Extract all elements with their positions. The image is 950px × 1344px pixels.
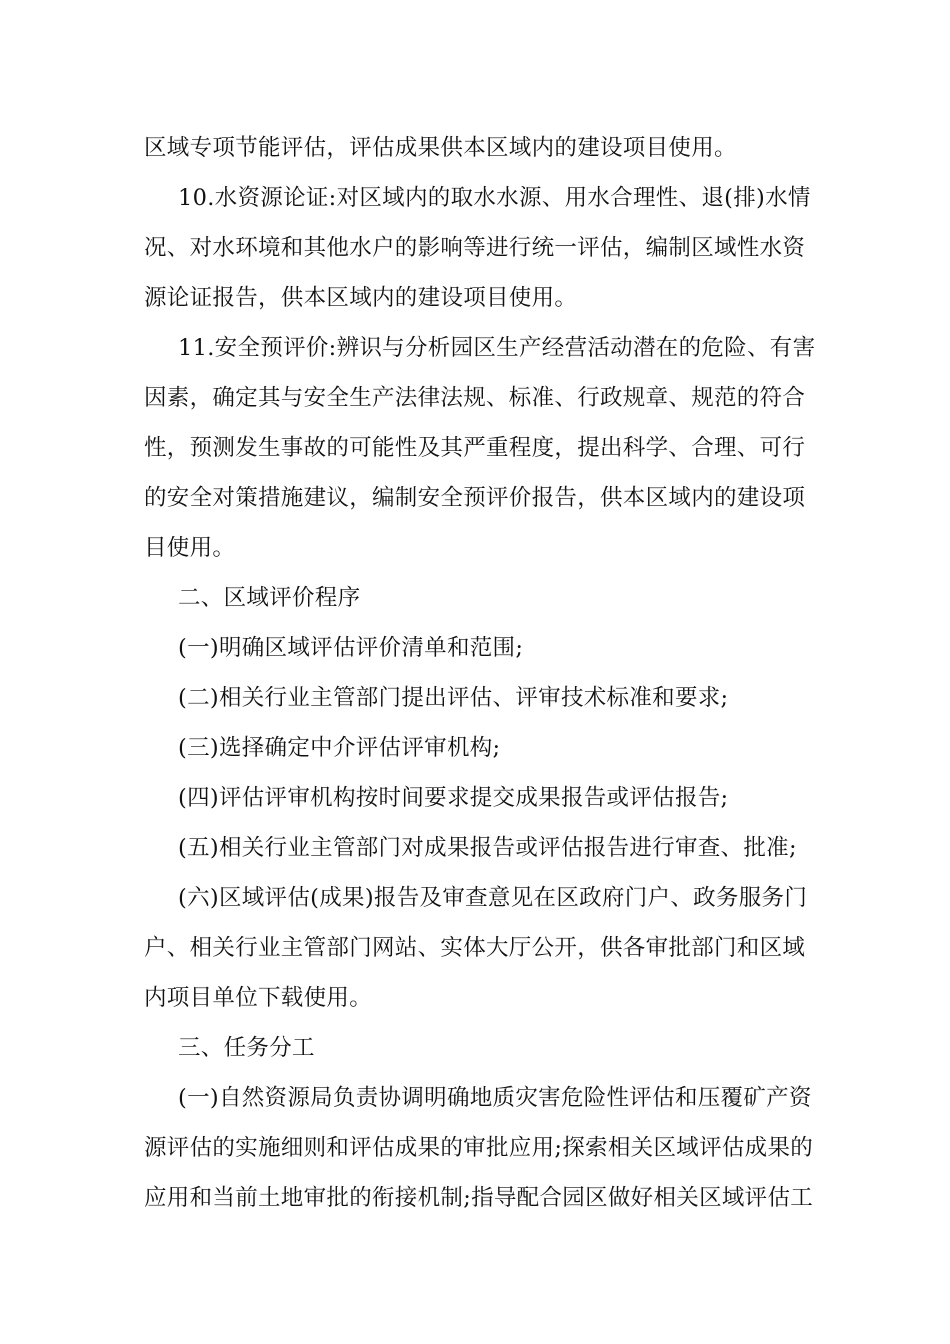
paragraph-line: 内项目单位下载使用。	[144, 985, 373, 1011]
paragraph-line: 区域专项节能评估，评估成果供本区域内的建设项目使用。	[144, 135, 737, 161]
paragraph-line: 性，预测发生事故的可能性及其严重程度，提出科学、合理、可行	[144, 435, 806, 461]
list-item: (四)评估评审机构按时间要求提交成果报告或评估报告;	[178, 785, 729, 811]
list-item: (一)自然资源局负责协调明确地质灾害危险性评估和压覆矿产资	[178, 1085, 812, 1111]
paragraph-line: 况、对水环境和其他水户的影响等进行统一评估，编制区域性水资	[144, 235, 806, 261]
section-heading: 三、任务分工	[178, 1035, 315, 1061]
paragraph-line: 的安全对策措施建议，编制安全预评价报告，供本区域内的建设项	[144, 485, 806, 511]
list-item: (六)区域评估(成果)报告及审查意见在区政府门户、政务服务门	[178, 885, 808, 911]
paragraph-line: 源论证报告，供本区域内的建设项目使用。	[144, 285, 578, 311]
paragraph-line: 11.安全预评价:辨识与分析园区生产经营活动潜在的危险、有害	[178, 335, 816, 361]
paragraph-line: 目使用。	[144, 535, 236, 561]
paragraph-line: 应用和当前土地审批的衔接机制;指导配合园区做好相关区域评估工	[144, 1185, 814, 1211]
paragraph-line: 因素，确定其与安全生产法律法规、标准、行政规章、规范的符合	[144, 385, 806, 411]
list-item: (五)相关行业主管部门对成果报告或评估报告进行审查、批准;	[178, 835, 797, 861]
list-item: (二)相关行业主管部门提出评估、评审技术标准和要求;	[178, 685, 729, 711]
paragraph-line: 10.水资源论证:对区域内的取水水源、用水合理性、退(排)水情	[178, 185, 811, 211]
paragraph-line: 源评估的实施细则和评估成果的审批应用;探索相关区域评估成果的	[144, 1135, 814, 1161]
list-item: (三)选择确定中介评估评审机构;	[178, 735, 501, 761]
list-item: (一)明确区域评估评价清单和范围;	[178, 635, 524, 661]
paragraph-line: 户、相关行业主管部门网站、实体大厅公开，供各审批部门和区域	[144, 935, 806, 961]
section-heading: 二、区域评价程序	[178, 585, 361, 611]
